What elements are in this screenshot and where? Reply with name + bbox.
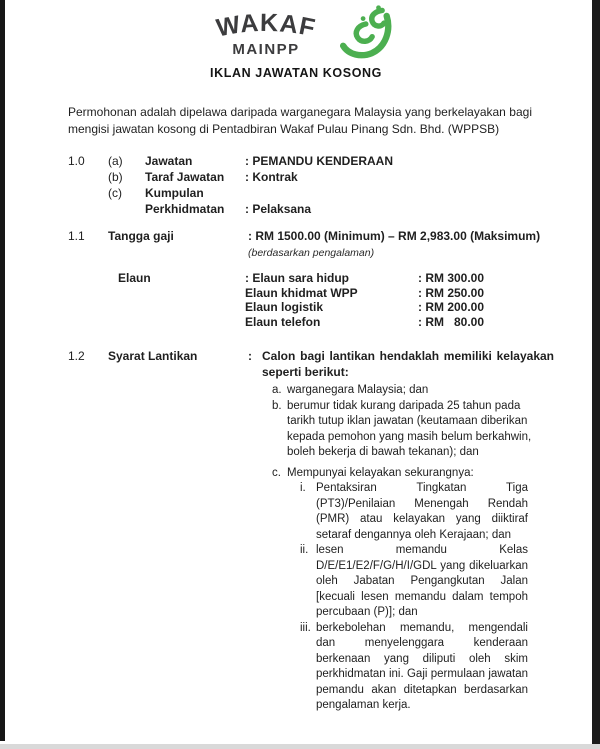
- item-key: (a): [108, 154, 123, 168]
- calligraphy-dot: [376, 5, 381, 10]
- allowance-name: Elaun khidmat WPP: [245, 285, 358, 300]
- sublist-item-iii: [286, 621, 528, 714]
- sublist-item-ii: [286, 543, 528, 621]
- salary-row: [68, 228, 540, 244]
- qualification-sublist: [286, 481, 528, 714]
- allowance-name: Elaun telefon: [245, 314, 321, 329]
- section-1-0-row: [68, 169, 393, 185]
- list-item-b: [272, 399, 544, 461]
- field-value-salary-range: : RM 1500.00 (Minimum) – RM 2,983.00 (Maksimum): [248, 229, 541, 243]
- colon-separator: :: [248, 349, 252, 363]
- requirements-intro-text: Calon bagi lantikan hendaklah memiliki kelayakan seperti berikut:: [262, 349, 554, 379]
- logo-mainpp-text: MAINPP: [232, 40, 300, 58]
- section-1-1: [68, 228, 540, 261]
- section-1-0-row: [68, 185, 393, 201]
- page-edge-right: [592, 0, 600, 749]
- list-marker: c.: [272, 466, 281, 479]
- wakaf-calligraphy-icon: [335, 5, 393, 63]
- svg-text:WAKAF: WAKAF: [214, 10, 319, 43]
- allowance-name: : Elaun sara hidup: [245, 271, 350, 285]
- sublist-item-text: Pentaksiran Tingkatan Tiga (PT3)/Penilaian Menengah Rendah (PMR) atau kelayakan yang diiktiraf setaraf dengannya oleh Kerajaan; dan: [316, 482, 528, 541]
- section-1-2: [68, 348, 554, 380]
- list-item-c: [272, 466, 544, 482]
- section-1-0-row: [68, 153, 393, 169]
- allowance-row: [118, 271, 484, 286]
- field-label-jawatan: Jawatan: [145, 154, 193, 168]
- wakaf-logo: [0, 5, 592, 63]
- section-1-0: [68, 153, 393, 217]
- allowance-amount: : RM 80.00: [418, 314, 485, 329]
- field-label-elaun: Elaun: [118, 271, 151, 285]
- page-edge-left: [0, 0, 5, 741]
- section-number: 1.0: [68, 154, 85, 168]
- section-1-0-row: [68, 201, 393, 217]
- requirements-header-row: [68, 348, 554, 380]
- field-label-perkhidmatan: Perkhidmatan: [145, 202, 225, 216]
- allowance-amount: : RM 300.00: [418, 271, 485, 285]
- roman-marker: i.: [300, 482, 306, 494]
- page-heading: IKLAN JAWATAN KOSONG: [210, 66, 382, 80]
- page-edge-bottom: [0, 744, 600, 749]
- list-item-a: [272, 383, 544, 399]
- field-label-tangga-gaji: Tangga gaji: [108, 229, 174, 243]
- allowance-row: [118, 286, 484, 301]
- allowance-amount: : RM 200.00: [418, 300, 485, 314]
- wakaf-wordmark: [199, 11, 333, 58]
- list-item-text: berumur tidak kurang daripada 25 tahun pada tarikh tutup iklan jawatan (keutamaan diberikan kepada pemohon yang masih belum berkahwin, boleh bekerja di bawah tekanan); dan: [287, 399, 532, 458]
- salary-note: (berdasarkan pengalaman): [248, 247, 375, 259]
- sublist-item-text: lesen memandu Kelas D/E/E1/E2/F/G/H/I/GDL yang dikeluarkan oleh Jabatan Pengangkutan Jalan [kecuali lesen memandu dalam tempoh percubaan (P)]; dan: [316, 544, 528, 618]
- roman-marker: iii.: [300, 621, 311, 634]
- section-number: 1.1: [68, 229, 85, 243]
- allowance-row: [118, 300, 484, 315]
- list-marker: a.: [272, 384, 282, 396]
- item-key: (b): [108, 170, 123, 184]
- calligraphy-dot: [361, 16, 366, 21]
- allowance-name: Elaun logistik: [245, 300, 324, 314]
- sublist-item-text: berkebolehan memandu, mengendali dan menyelenggara kenderaan berkenaan yang diliputi oleh skim perkhidmatan ini. Gaji permulaan jawatan pemandu akan ditetapkan berdasarkan pengalaman kerja.: [316, 621, 528, 711]
- field-value-perkhidmatan: : Pelaksana: [245, 202, 312, 216]
- field-label-syarat-lantikan: Syarat Lantikan: [108, 349, 198, 363]
- intro-paragraph: Permohonan adalah dipelawa daripada warganegara Malaysia yang berkelayakan bagi mengisi jawatan kosong di Pentadbiran Wakaf Pulau Pinang Sdn. Bhd. (WPPSB): [68, 105, 532, 136]
- section-number: 1.2: [68, 349, 85, 363]
- allowance-row: [118, 315, 484, 330]
- list-item-text: Mempunyai kelayakan sekurangnya:: [287, 466, 474, 479]
- field-label-kumpulan: Kumpulan: [145, 186, 204, 200]
- field-value-jawatan: : PEMANDU KENDERAAN: [245, 154, 394, 168]
- requirements-list: [272, 383, 544, 481]
- sublist-item-i: [286, 481, 528, 543]
- list-marker: b.: [272, 399, 282, 412]
- field-value-taraf-jawatan: : Kontrak: [245, 170, 298, 184]
- field-label-taraf-jawatan: Taraf Jawatan: [145, 170, 225, 184]
- list-item-text: warganegara Malaysia; dan: [287, 384, 429, 396]
- allowance-block: [118, 271, 484, 329]
- roman-marker: ii.: [300, 544, 309, 556]
- item-key: (c): [108, 186, 122, 200]
- allowance-amount: : RM 250.00: [418, 285, 485, 300]
